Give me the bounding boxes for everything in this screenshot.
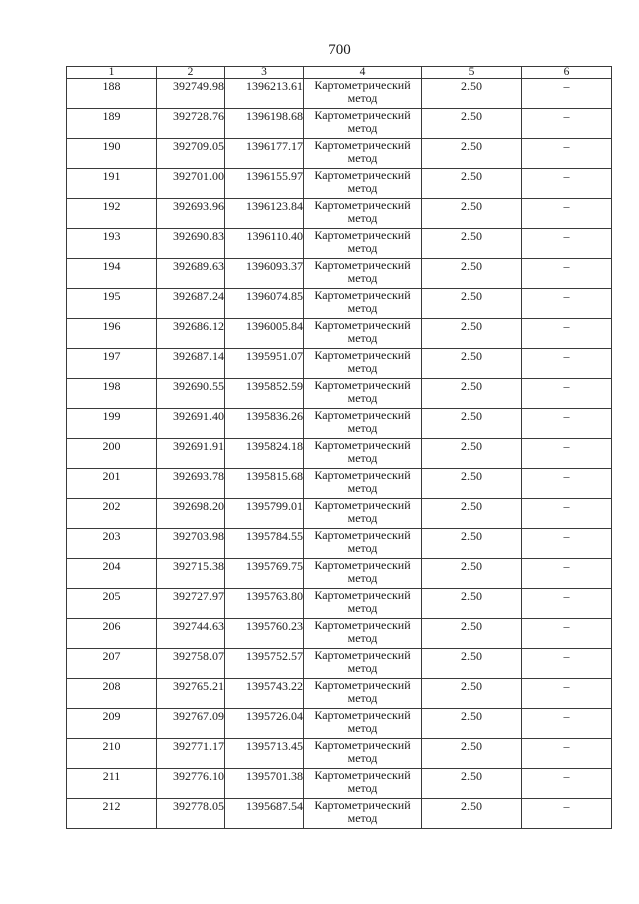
table-row [67,589,612,619]
x-coordinate-cell: 392767.09 [157,709,225,739]
table-row [67,259,612,289]
method-line-1: Картометрический [314,318,411,332]
point-number-cell: 205 [67,589,157,619]
method-line-2: метод [347,511,378,525]
description-cell: – [522,229,612,259]
description-cell: – [522,709,612,739]
method-line-2: метод [347,811,378,825]
y-coordinate-cell: 1395752.57 [225,649,304,679]
description-cell: – [522,499,612,529]
x-coordinate-cell: 392727.97 [157,589,225,619]
method-line-1: Картометрический [314,378,411,392]
method-line-2: метод [347,631,378,645]
method-line-1: Картометрический [314,288,411,302]
column-header: 5 [422,67,522,79]
method-line-1: Картометрический [314,408,411,422]
method-cell [304,289,422,319]
method-cell [304,649,422,679]
x-coordinate-cell: 392715.38 [157,559,225,589]
description-cell: – [522,409,612,439]
method-line-1: Картометрический [314,348,411,362]
method-line-2: метод [347,211,378,225]
method-line-1: Картометрический [314,498,411,512]
description-cell: – [522,289,612,319]
method-line-1: Картометрический [314,138,411,152]
point-number-cell: 209 [67,709,157,739]
method-line-2: метод [347,91,378,105]
method-line-2: метод [347,751,378,765]
y-coordinate-cell: 1395763.80 [225,589,304,619]
point-number-cell: 203 [67,529,157,559]
precision-cell: 2.50 [422,649,522,679]
point-number-cell: 196 [67,319,157,349]
table-row [67,349,612,379]
point-number-cell: 193 [67,229,157,259]
description-cell: – [522,649,612,679]
precision-cell: 2.50 [422,109,522,139]
precision-cell: 2.50 [422,739,522,769]
table-row [67,229,612,259]
precision-cell: 2.50 [422,349,522,379]
x-coordinate-cell: 392698.20 [157,499,225,529]
x-coordinate-cell: 392691.91 [157,439,225,469]
method-line-2: метод [347,481,378,495]
precision-cell: 2.50 [422,619,522,649]
precision-cell: 2.50 [422,679,522,709]
description-cell: – [522,559,612,589]
method-cell [304,589,422,619]
method-line-2: метод [347,721,378,735]
point-number-cell: 201 [67,469,157,499]
method-cell [304,199,422,229]
method-line-1: Картометрический [314,198,411,212]
description-cell: – [522,259,612,289]
precision-cell: 2.50 [422,799,522,829]
description-cell: – [522,349,612,379]
precision-cell: 2.50 [422,289,522,319]
y-coordinate-cell: 1396123.84 [225,199,304,229]
method-line-1: Картометрический [314,78,411,92]
point-number-cell: 202 [67,499,157,529]
table-row [67,79,612,109]
table-row [67,289,612,319]
table-row [67,619,612,649]
table-row [67,679,612,709]
method-cell [304,109,422,139]
table-row [67,739,612,769]
precision-cell: 2.50 [422,469,522,499]
description-cell: – [522,529,612,559]
x-coordinate-cell: 392776.10 [157,769,225,799]
description-cell: – [522,799,612,829]
x-coordinate-cell: 392693.96 [157,199,225,229]
description-cell: – [522,169,612,199]
method-line-2: метод [347,181,378,195]
description-cell: – [522,79,612,109]
point-number-cell: 189 [67,109,157,139]
method-cell [304,709,422,739]
column-header: 6 [522,67,612,79]
method-cell [304,379,422,409]
x-coordinate-cell: 392709.05 [157,139,225,169]
point-number-cell: 191 [67,169,157,199]
x-coordinate-cell: 392749.98 [157,79,225,109]
method-cell [304,559,422,589]
description-cell: – [522,589,612,619]
point-number-cell: 206 [67,619,157,649]
method-cell [304,469,422,499]
y-coordinate-cell: 1395824.18 [225,439,304,469]
table-row [67,169,612,199]
table-body [67,79,612,829]
precision-cell: 2.50 [422,769,522,799]
y-coordinate-cell: 1395784.55 [225,529,304,559]
method-line-1: Картометрический [314,588,411,602]
method-line-1: Картометрический [314,438,411,452]
method-cell [304,499,422,529]
point-number-cell: 200 [67,439,157,469]
y-coordinate-cell: 1395799.01 [225,499,304,529]
precision-cell: 2.50 [422,559,522,589]
column-header: 1 [67,67,157,79]
x-coordinate-cell: 392758.07 [157,649,225,679]
method-cell [304,349,422,379]
method-line-1: Картометрический [314,678,411,692]
method-line-2: метод [347,241,378,255]
point-number-cell: 195 [67,289,157,319]
method-cell [304,319,422,349]
method-line-1: Картометрический [314,618,411,632]
description-cell: – [522,379,612,409]
x-coordinate-cell: 392771.17 [157,739,225,769]
description-cell: – [522,319,612,349]
precision-cell: 2.50 [422,259,522,289]
description-cell: – [522,469,612,499]
method-line-2: метод [347,541,378,555]
precision-cell: 2.50 [422,709,522,739]
x-coordinate-cell: 392687.14 [157,349,225,379]
table-row [67,439,612,469]
description-cell: – [522,199,612,229]
y-coordinate-cell: 1395815.68 [225,469,304,499]
y-coordinate-cell: 1395701.38 [225,769,304,799]
precision-cell: 2.50 [422,199,522,229]
point-number-cell: 198 [67,379,157,409]
method-line-1: Картометрический [314,168,411,182]
method-cell [304,139,422,169]
table-row [67,469,612,499]
method-line-2: метод [347,571,378,585]
precision-cell: 2.50 [422,499,522,529]
x-coordinate-cell: 392778.05 [157,799,225,829]
description-cell: – [522,619,612,649]
precision-cell: 2.50 [422,139,522,169]
x-coordinate-cell: 392701.00 [157,169,225,199]
table-row [67,109,612,139]
method-cell [304,529,422,559]
coordinates-table [66,66,612,829]
method-line-1: Картометрический [314,528,411,542]
y-coordinate-cell: 1395687.54 [225,799,304,829]
y-coordinate-cell: 1396198.68 [225,109,304,139]
method-cell [304,439,422,469]
method-line-1: Картометрический [314,648,411,662]
table-row [67,499,612,529]
precision-cell: 2.50 [422,229,522,259]
table-row [67,529,612,559]
method-line-2: метод [347,691,378,705]
column-header: 2 [157,67,225,79]
x-coordinate-cell: 392703.98 [157,529,225,559]
method-line-2: метод [347,121,378,135]
method-line-2: метод [347,271,378,285]
point-number-cell: 208 [67,679,157,709]
method-line-1: Картометрический [314,768,411,782]
description-cell: – [522,769,612,799]
x-coordinate-cell: 392728.76 [157,109,225,139]
table-row [67,199,612,229]
method-line-1: Картометрический [314,228,411,242]
method-line-2: метод [347,301,378,315]
point-number-cell: 190 [67,139,157,169]
table-row [67,709,612,739]
table-row [67,799,612,829]
description-cell: – [522,109,612,139]
description-cell: – [522,139,612,169]
precision-cell: 2.50 [422,409,522,439]
point-number-cell: 194 [67,259,157,289]
method-line-1: Картометрический [314,108,411,122]
column-header: 4 [304,67,422,79]
method-line-2: метод [347,421,378,435]
precision-cell: 2.50 [422,379,522,409]
column-header: 3 [225,67,304,79]
x-coordinate-cell: 392744.63 [157,619,225,649]
y-coordinate-cell: 1395951.07 [225,349,304,379]
point-number-cell: 212 [67,799,157,829]
point-number-cell: 207 [67,649,157,679]
y-coordinate-cell: 1395713.45 [225,739,304,769]
x-coordinate-cell: 392686.12 [157,319,225,349]
method-line-1: Картометрический [314,738,411,752]
precision-cell: 2.50 [422,439,522,469]
x-coordinate-cell: 392689.63 [157,259,225,289]
y-coordinate-cell: 1396177.17 [225,139,304,169]
x-coordinate-cell: 392690.83 [157,229,225,259]
y-coordinate-cell: 1395836.26 [225,409,304,439]
method-line-1: Картометрический [314,558,411,572]
x-coordinate-cell: 392690.55 [157,379,225,409]
y-coordinate-cell: 1396074.85 [225,289,304,319]
table-row [67,379,612,409]
table-row [67,649,612,679]
method-cell [304,169,422,199]
point-number-cell: 211 [67,769,157,799]
method-cell [304,79,422,109]
method-line-1: Картометрический [314,468,411,482]
description-cell: – [522,679,612,709]
method-line-2: метод [347,391,378,405]
method-line-2: метод [347,661,378,675]
method-line-2: метод [347,601,378,615]
y-coordinate-cell: 1395726.04 [225,709,304,739]
precision-cell: 2.50 [422,169,522,199]
method-cell [304,619,422,649]
table-row [67,559,612,589]
point-number-cell: 192 [67,199,157,229]
method-cell [304,259,422,289]
method-line-2: метод [347,451,378,465]
description-cell: – [522,739,612,769]
method-line-2: метод [347,151,378,165]
method-line-2: метод [347,781,378,795]
method-line-1: Картометрический [314,708,411,722]
y-coordinate-cell: 1395760.23 [225,619,304,649]
precision-cell: 2.50 [422,319,522,349]
point-number-cell: 210 [67,739,157,769]
point-number-cell: 204 [67,559,157,589]
point-number-cell: 197 [67,349,157,379]
y-coordinate-cell: 1396155.97 [225,169,304,199]
method-line-1: Картометрический [314,258,411,272]
x-coordinate-cell: 392691.40 [157,409,225,439]
x-coordinate-cell: 392687.24 [157,289,225,319]
method-line-2: метод [347,331,378,345]
method-line-1: Картометрический [314,798,411,812]
table-row [67,769,612,799]
page-number: 700 [328,42,351,58]
method-cell [304,409,422,439]
description-cell: – [522,439,612,469]
y-coordinate-cell: 1396093.37 [225,259,304,289]
y-coordinate-cell: 1395769.75 [225,559,304,589]
method-cell [304,799,422,829]
precision-cell: 2.50 [422,79,522,109]
y-coordinate-cell: 1395852.59 [225,379,304,409]
y-coordinate-cell: 1396213.61 [225,79,304,109]
table-row [67,319,612,349]
header-row [67,67,612,79]
method-cell [304,229,422,259]
method-cell [304,679,422,709]
y-coordinate-cell: 1395743.22 [225,679,304,709]
x-coordinate-cell: 392765.21 [157,679,225,709]
method-cell [304,739,422,769]
x-coordinate-cell: 392693.78 [157,469,225,499]
precision-cell: 2.50 [422,589,522,619]
precision-cell: 2.50 [422,529,522,559]
y-coordinate-cell: 1396005.84 [225,319,304,349]
y-coordinate-cell: 1396110.40 [225,229,304,259]
point-number-cell: 188 [67,79,157,109]
method-line-2: метод [347,361,378,375]
table-row [67,409,612,439]
point-number-cell: 199 [67,409,157,439]
table-row [67,139,612,169]
method-cell [304,769,422,799]
